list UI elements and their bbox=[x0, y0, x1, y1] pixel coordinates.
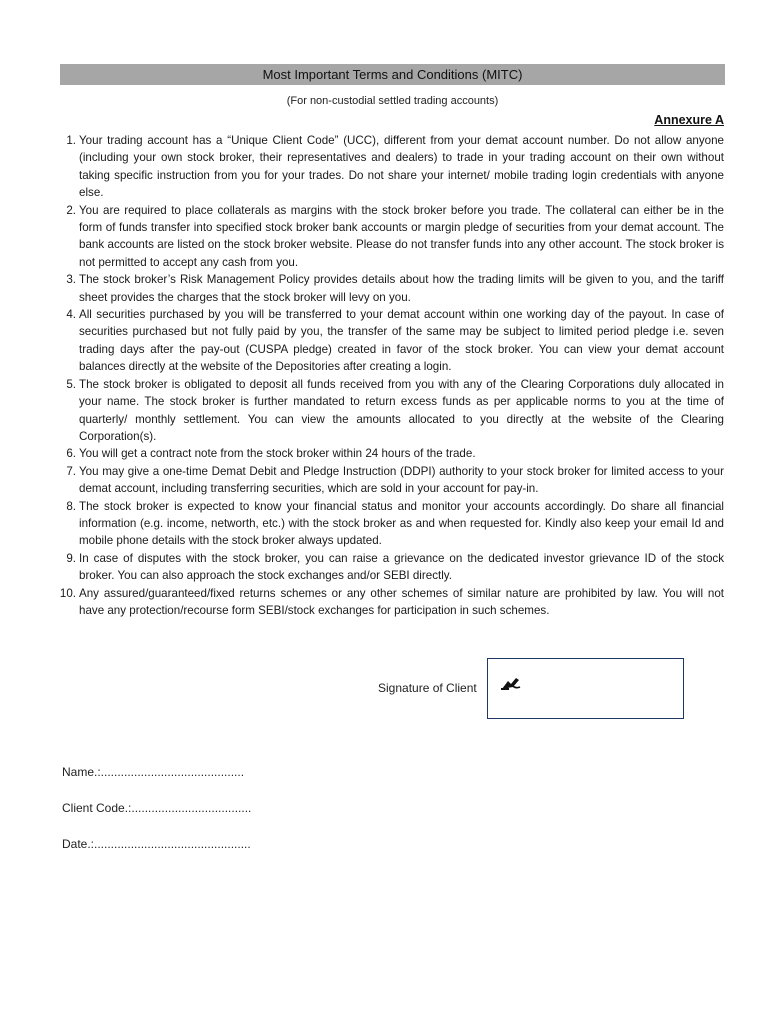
list-item-number: 6. bbox=[66, 447, 76, 461]
list-item bbox=[60, 585, 724, 620]
list-item-text: You are required to place collaterals as margins with the stock broker before you trade. The collateral can either be in the form of funds transfer into specified stock broker bank accounts or margin pledge of securities from your demat account. The bank accounts are listed on the stock broker website. Please do not transfer funds into any other account. The stock broker is not permitted to accept any cash from you. bbox=[79, 203, 724, 269]
list-item bbox=[60, 550, 724, 585]
list-item-number: 2. bbox=[66, 203, 76, 217]
name-field[interactable]: Name.:........................................... bbox=[62, 765, 245, 779]
list-item bbox=[60, 376, 724, 446]
list-item-number: 5. bbox=[66, 377, 76, 391]
list-item-text: In case of disputes with the stock broker, you can raise a grievance on the dedicated investor grievance ID of the stock broker. You can also approach the stock exchanges and/or SEBI directly. bbox=[79, 551, 724, 583]
list-item bbox=[60, 132, 724, 202]
list-item-number: 3. bbox=[66, 273, 76, 287]
terms-list bbox=[60, 132, 724, 619]
list-item bbox=[60, 306, 724, 376]
list-item-number: 7. bbox=[66, 464, 76, 478]
list-item-number: 8. bbox=[66, 499, 76, 513]
list-item-number: 4. bbox=[66, 308, 76, 322]
document-title: Most Important Terms and Conditions (MITC) bbox=[60, 64, 725, 85]
list-item bbox=[60, 271, 724, 306]
annexure-label: Annexure A bbox=[654, 113, 724, 127]
list-item bbox=[60, 463, 724, 498]
list-item-text: Any assured/guaranteed/fixed returns schemes or any other schemes of similar nature are prohibited by law. You will not have any protection/recourse form SEBI/stock exchanges for participation in such schemes. bbox=[79, 586, 724, 617]
client-code-field[interactable]: Client Code.:.................................... bbox=[62, 801, 252, 815]
list-item bbox=[60, 445, 724, 462]
list-item-text: The stock broker is expected to know your financial status and monitor your accounts accordingly. Do share all financial information (e.g. income, networth, etc.) with the stock broker as and when requested for. Kindly also keep your email Id and mobile phone details with the stock broker always updated. bbox=[79, 499, 724, 548]
list-item-text: All securities purchased by you will be transferred to your demat account within one working day of the payout. In case of securities purchased but not fully paid by you, the transfer of the same may be subject to limited period pledge i.e. seven trading days after the pay-out (CUSPA pledge) created in favor of the stock broker. You can view your demat account balances directly at the website of the Depositories after creating a login. bbox=[79, 308, 724, 374]
list-item-text: You will get a contract note from the stock broker within 24 hours of the trade. bbox=[79, 447, 476, 461]
list-item-number: 10. bbox=[59, 586, 76, 600]
signature-box[interactable] bbox=[487, 658, 684, 719]
list-item-text: You may give a one-time Demat Debit and Pledge Instruction (DDPI) authority to your stock broker for limited access to your demat account, including transferring securities, which are sold in your account for pay-in. bbox=[79, 464, 724, 496]
sign-here-icon bbox=[500, 675, 522, 691]
date-field[interactable]: Date.:............................................... bbox=[62, 837, 251, 851]
list-item-text: Your trading account has a “Unique Client Code” (UCC), different from your demat account number. Do not allow anyone (including your own stock broker, their representatives and dealers) to trade in your trading account on their own without taking specific instruction from you for your trades. Do not share your internet/ mobile trading login credentials with anyone else. bbox=[79, 134, 724, 200]
list-item-number: 9. bbox=[66, 551, 76, 565]
document-subtitle: (For non-custodial settled trading accounts) bbox=[286, 95, 499, 107]
list-item-text: The stock broker is obligated to deposit all funds received from you with any of the Clearing Corporations duly allocated in your name. The stock broker is further mandated to return excess funds as per applicable norms to you at the time of quarterly/ monthly settlement. You can view the amounts allocated to you directly at the website of the Clearing Corporation(s). bbox=[79, 377, 724, 443]
list-item bbox=[60, 202, 724, 272]
signature-label: Signature of Client bbox=[378, 681, 477, 695]
list-item bbox=[60, 498, 724, 550]
list-item-number: 1. bbox=[66, 134, 76, 147]
list-item-text: The stock broker’s Risk Management Policy provides details about how the trading limits will be given to you, and the tariff sheet provides the charges that the stock broker will levy on you. bbox=[79, 273, 724, 304]
